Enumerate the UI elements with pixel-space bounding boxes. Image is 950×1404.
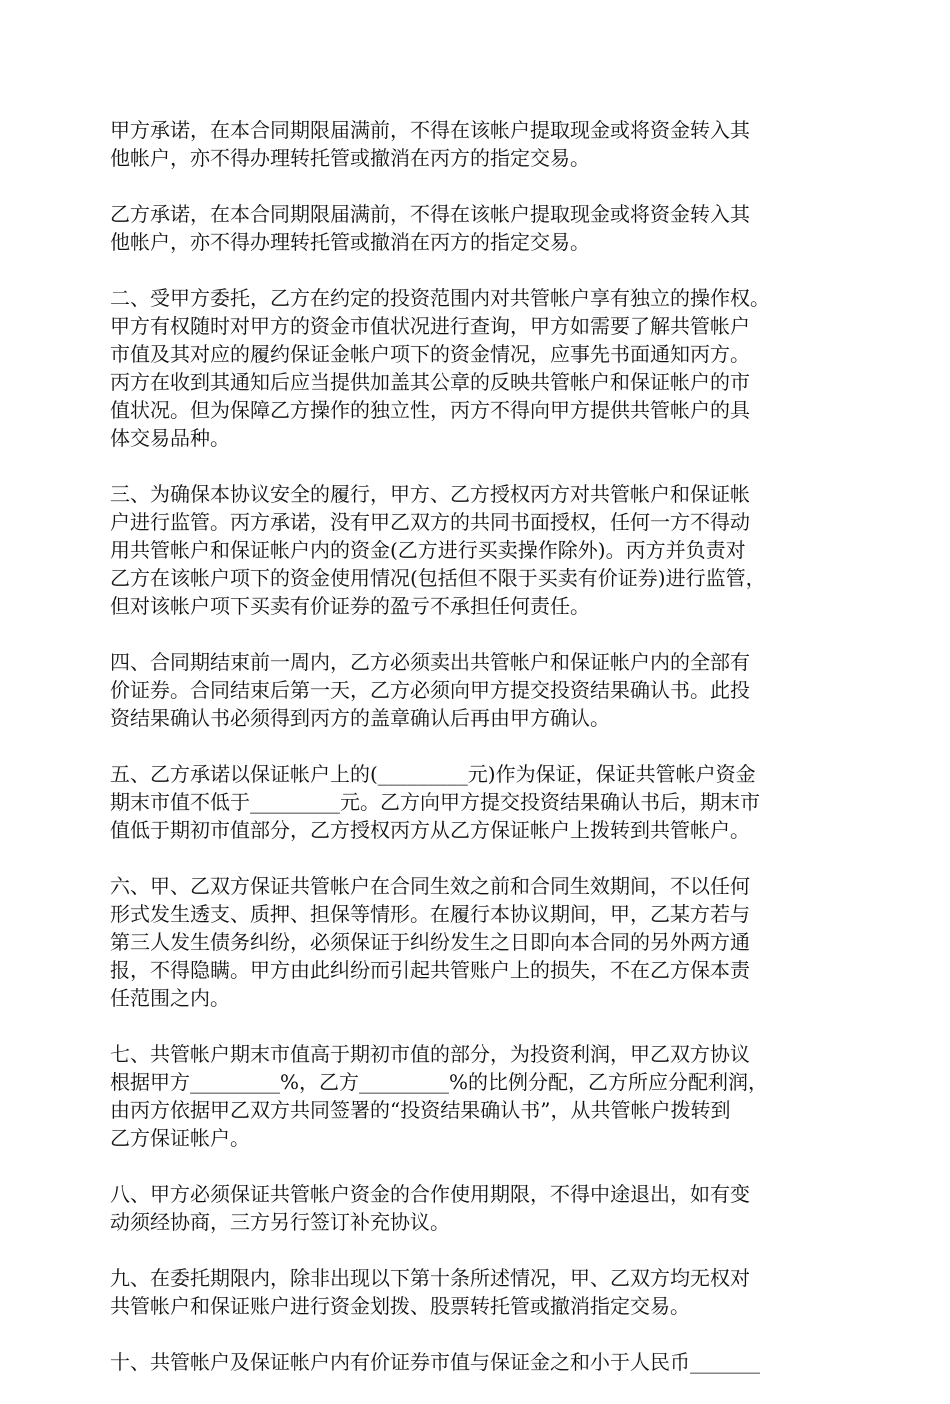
paragraph-clause-8: 八、甲方必须保证共管帐户资金的合作使用期限，不得中途退出，如有变 动须经协商，三方另行签订补充协议。 <box>110 1182 750 1234</box>
paragraph-clause-4: 四、合同期结束前一周内，乙方必须卖出共管帐户和保证帐户内的全部有 价证券。合同结束后第一天，乙方必须向甲方提交投资结果确认书。此投 资结果确认书必须得到丙方的盖章确认后再由甲方确认。 <box>110 650 750 730</box>
paragraph-clause-7: 七、共管帐户期末市值高于期初市值的部分，为投资利润，甲乙双方协议 根据甲方_________%，乙方_________%的比例分配，乙方所应分配利润， 由丙方依据甲乙双方共同签署的“投资结果确认书”，从共管帐户拨转到 乙方保证帐户。 <box>110 1042 769 1150</box>
paragraph-clause-2: 二、受甲方委托，乙方在约定的投资范围内对共管帐户享有独立的操作权。 甲方有权随时对甲方的资金市值状况进行查询，甲方如需要了解共管帐户 市值及其对应的履约保证金帐户项下的资金情况，应事先书面通知丙方。 丙方在收到其通知后应当提供加盖其公章的反映共管帐户和保证帐户的市 值状况。但为保障乙方操作的独立性，丙方不得向甲方提供共管帐户的具 体交易品种。 <box>110 286 770 450</box>
paragraph-clause-6: 六、甲、乙双方保证共管帐户在合同生效之前和合同生效期间，不以任何 形式发生透支、质押、担保等情形。在履行本协议期间，甲，乙某方若与 第三人发生债务纠纷，必须保证于纠纷发生之日即向本合同的另外两方通 报，不得隐瞒。甲方由此纠纷而引起共管账户上的损失，不在乙方保本责 任范围之内。 <box>110 874 750 1010</box>
document-body <box>110 116 845 1404</box>
paragraph-clause-10: 十、共管帐户及保证帐户内有价证券市值与保证金之和小于人民币_______ <box>110 1350 760 1374</box>
paragraph-clause-9: 九、在委托期限内，除非出现以下第十条所述情况，甲、乙双方均无权对 共管帐户和保证账户进行资金划拨、股票转托管或撤消指定交易。 <box>110 1266 750 1318</box>
paragraph-party-a-commitment: 甲方承诺，在本合同期限届满前，不得在该帐户提取现金或将资金转入其 他帐户，亦不得办理转托管或撤消在丙方的指定交易。 <box>110 118 750 170</box>
paragraph-clause-5: 五、乙方承诺以保证帐户上的(_________元)作为保证，保证共管帐户资金 期末市值不低于_________元。乙方向甲方提交投资结果确认书后，期末市 值低于期初市值部分，乙方授权丙方从乙方保证帐户上拨转到共管帐户。 <box>110 762 760 842</box>
paragraph-party-b-commitment: 乙方承诺，在本合同期限届满前，不得在该帐户提取现金或将资金转入其 他帐户，亦不得办理转托管或撤消在丙方的指定交易。 <box>110 202 750 254</box>
paragraph-clause-3: 三、为确保本协议安全的履行，甲方、乙方授权丙方对共管帐户和保证帐 户进行监管。丙方承诺，没有甲乙双方的共同书面授权，任何一方不得动 用共管帐户和保证帐户内的资金(乙方进行买卖操作除外)。丙方并负责对 乙方在该帐户项下的资金使用情况(包括但不限于买卖有价证券)进行监管， 但对该帐户项下买卖有价证券的盈亏不承担任何责任。 <box>110 482 766 618</box>
